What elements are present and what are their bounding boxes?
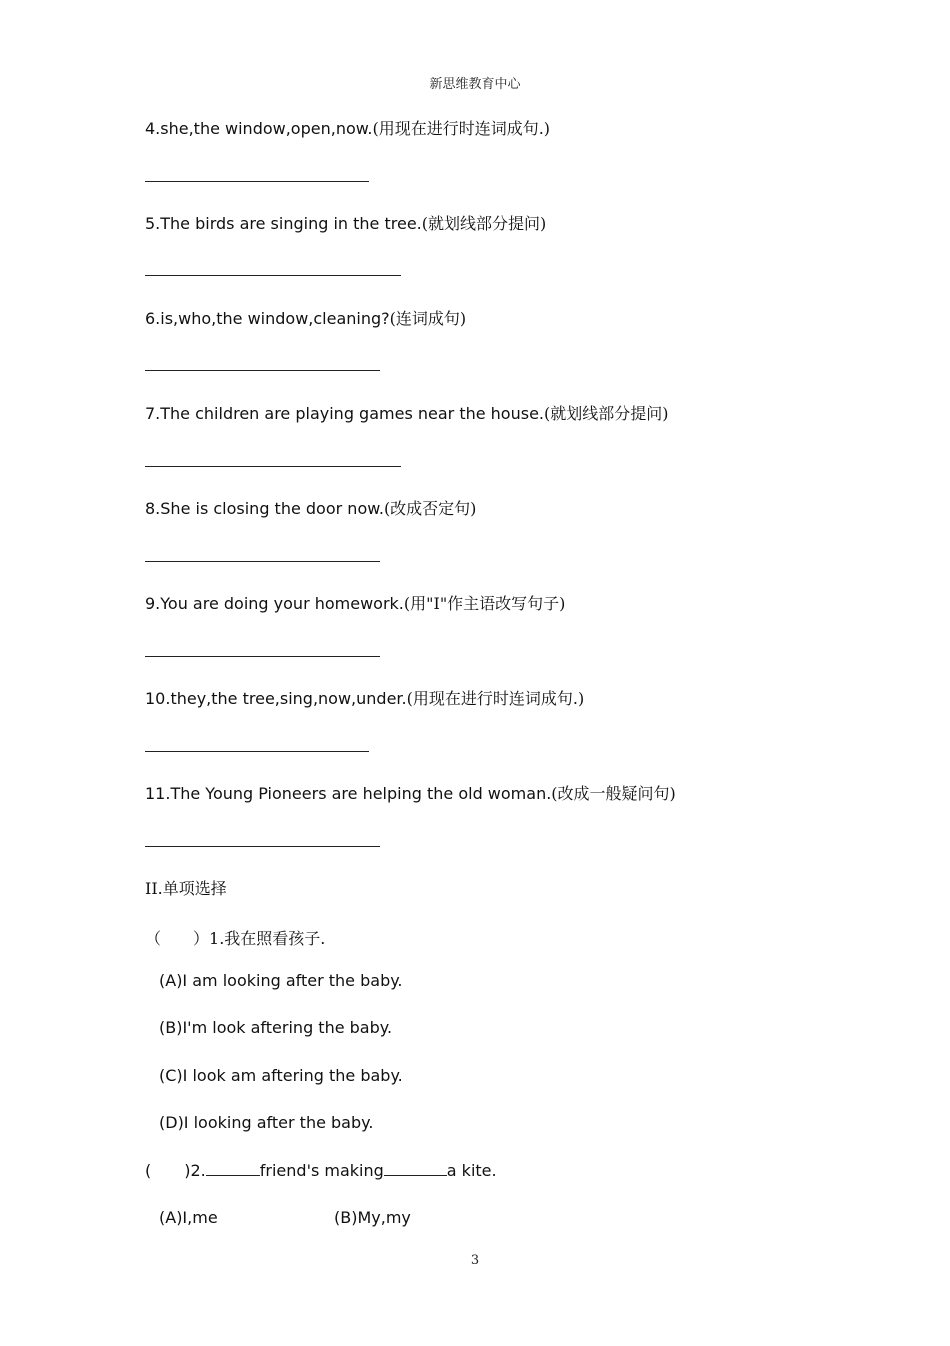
question-5 — [145, 211, 546, 234]
question-text: 8.She is closing the door now. — [145, 499, 384, 518]
question-text: 10.they,the tree,sing,now,under. — [145, 689, 407, 708]
answer-line-5 — [145, 275, 401, 276]
question-text: 7.The children are playing games near the house. — [145, 404, 544, 423]
blank-1 — [206, 1161, 260, 1176]
option-c: (C)I look am aftering the baby. — [159, 1066, 403, 1085]
paren-close: )2. — [184, 1161, 206, 1180]
answer-line-9 — [145, 656, 380, 657]
question-hint: (用现在进行时连词成句.) — [372, 119, 551, 138]
question-7 — [145, 401, 669, 424]
answer-line-10 — [145, 751, 369, 752]
answer-line-4 — [145, 181, 369, 182]
question-text-mid: friend's making — [259, 1161, 384, 1180]
question-10 — [145, 686, 584, 709]
question-text-end: a kite. — [446, 1161, 497, 1180]
section-title: II.单项选择 — [145, 879, 227, 898]
question-text: 5.The birds are singing in the tree. — [145, 214, 422, 233]
question-9 — [145, 591, 565, 614]
question-hint: (用"I"作主语改写句子) — [403, 594, 566, 613]
question-hint: (用现在进行时连词成句.) — [406, 689, 585, 708]
q2-option-a: (A)I,me — [159, 1208, 218, 1227]
mc-question-2 — [145, 1161, 497, 1180]
page-header: 新思维教育中心 — [429, 77, 521, 92]
answer-paren: （ ） — [145, 929, 210, 948]
question-8 — [145, 496, 476, 519]
answer-line-8 — [145, 561, 380, 562]
question-text: 1.我在照看孩子. — [209, 929, 326, 948]
question-text: 4.she,the window,open,now. — [145, 119, 373, 138]
question-text: 9.You are doing your homework. — [145, 594, 404, 613]
blank-2 — [384, 1161, 447, 1176]
question-hint: (就划线部分提问) — [421, 214, 547, 233]
question-hint: (连词成句) — [389, 309, 467, 328]
paren-open: ( — [145, 1161, 152, 1180]
question-text: 6.is,who,the window,cleaning? — [145, 309, 390, 328]
question-4 — [145, 116, 550, 139]
answer-line-7 — [145, 466, 401, 467]
question-text: 11.The Young Pioneers are helping the old woman. — [145, 784, 552, 803]
question-hint: (改成否定句) — [383, 499, 477, 518]
question-6 — [145, 306, 466, 329]
option-d: (D)I looking after the baby. — [159, 1113, 374, 1132]
question-11 — [145, 781, 676, 804]
option-a: (A)I am looking after the baby. — [159, 971, 403, 990]
q2-option-b: (B)My,my — [334, 1208, 411, 1227]
answer-line-11 — [145, 846, 380, 847]
question-hint: (改成一般疑问句) — [551, 784, 676, 803]
mc-question-1 — [145, 926, 325, 949]
answer-line-6 — [145, 370, 380, 371]
page-number: 3 — [470, 1253, 480, 1268]
option-b: (B)I'm look aftering the baby. — [159, 1018, 393, 1037]
question-hint: (就划线部分提问) — [544, 404, 669, 423]
